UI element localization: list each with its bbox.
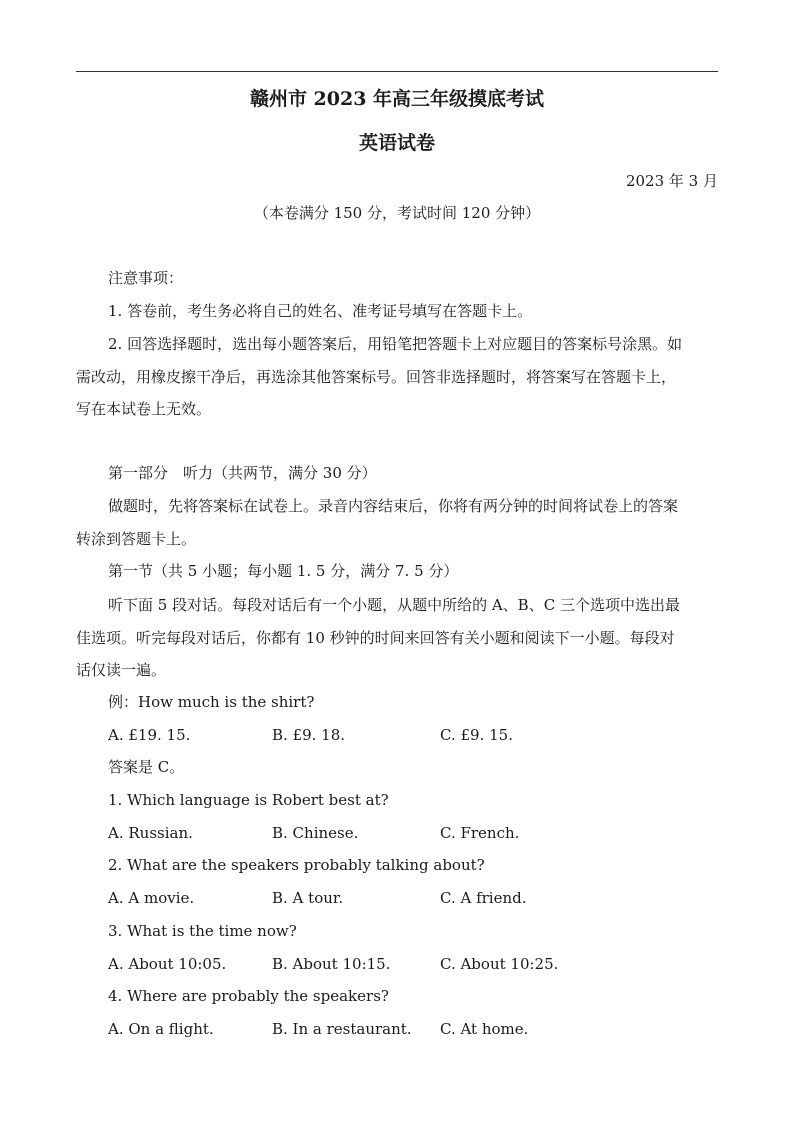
exam-subject: 英语试卷 (358, 132, 435, 154)
part1-intro-line-1: 做题时，先将答案标在试卷上。录音内容结束后，你将有两分钟的时间将试卷上的答案 (108, 497, 679, 515)
question-3-option-a: A. About 10:05. (108, 955, 227, 973)
question-2-option-b: B. A tour. (272, 889, 344, 907)
question-2: 2. What are the speakers probably talking about? (108, 856, 485, 874)
question-2-option-a: A. A movie. (108, 889, 195, 907)
part1-heading: 第一部分 听力（共两节，满分 30 分） (108, 464, 377, 482)
notes-item-2-line-3: 写在本试卷上无效。 (76, 400, 212, 418)
example-question: 例：How much is the shirt? (108, 693, 315, 711)
question-3-option-c: C. About 10:25. (440, 955, 559, 973)
notes-heading: 注意事项： (108, 269, 184, 287)
question-4: 4. Where are probably the speakers? (108, 987, 389, 1005)
question-1: 1. Which language is Robert best at? (108, 791, 389, 809)
question-4-option-a: A. On a flight. (108, 1020, 214, 1038)
section1-heading: 第一节（共 5 小题；每小题 1. 5 分，满分 7. 5 分） (108, 562, 459, 580)
question-1-option-c: C. French. (440, 824, 520, 842)
question-2-option-c: C. A friend. (440, 889, 527, 907)
question-4-option-b: B. In a restaurant. (272, 1020, 412, 1038)
question-1-option-a: A. Russian. (108, 824, 193, 842)
question-3: 3. What is the time now? (108, 922, 297, 940)
example-option-c: C. £9. 15. (440, 726, 513, 744)
question-1-option-b: B. Chinese. (272, 824, 359, 842)
notes-item-2-line-1: 2. 回答选择题时，选出每小题答案后，用铅笔把答题卡上对应题目的答案标号涂黑。如 (108, 335, 683, 353)
example-option-b: B. £9. 18. (272, 726, 346, 744)
question-3-option-b: B. About 10:15. (272, 955, 391, 973)
question-4-option-c: C. At home. (440, 1020, 529, 1038)
notes-item-2-line-2: 需改动，用橡皮擦干净后，再选涂其他答案标号。回答非选择题时，将答案写在答题卡上， (76, 368, 677, 386)
example-answer: 答案是 C。 (108, 758, 185, 776)
example-option-a: A. £19. 15. (108, 726, 191, 744)
top-rule (76, 71, 718, 72)
part1-intro-line-2: 转涂到答题卡上。 (76, 530, 197, 548)
score-note: （本卷满分 150 分，考试时间 120 分钟） (253, 204, 541, 222)
section1-intro-line-3: 话仅读一遍。 (76, 661, 167, 679)
exam-date: 2023 年 3 月 (625, 172, 718, 190)
exam-title: 赣州市 2023 年高三年级摸底考试 (249, 88, 545, 110)
notes-item-1: 1. 答卷前，考生务必将自己的姓名、准考证号填写在答题卡上。 (108, 302, 533, 320)
section1-intro-line-2: 佳选项。听完每段对话后，你都有 10 秒钟的时间来回答有关小题和阅读下一小题。每段对 (76, 629, 675, 647)
section1-intro-line-1: 听下面 5 段对话。每段对话后有一个小题，从题中所给的 A、B、C 三个选项中选出最 (108, 596, 680, 614)
